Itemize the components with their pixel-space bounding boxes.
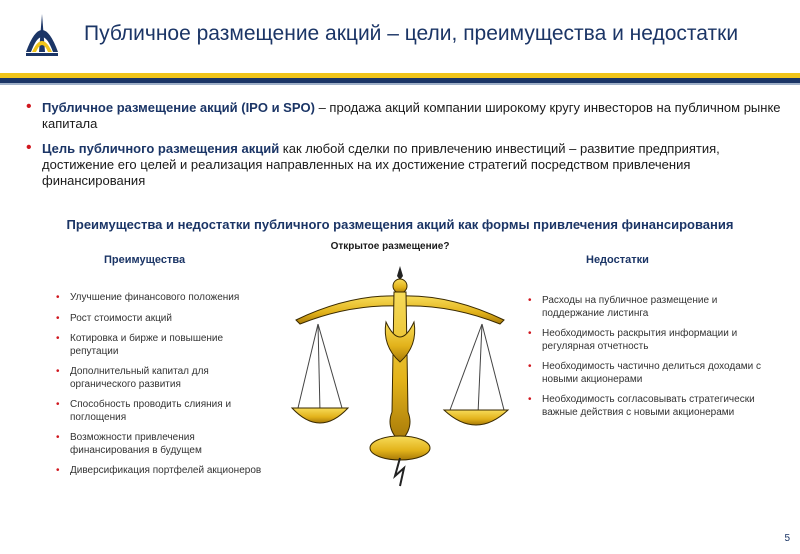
section-subtitle: Преимущества и недостатки публичного размещения акций как формы привлечения финансирования [66, 217, 734, 232]
advantage-item: • Возможности привлечения финансирования в будущем [56, 432, 266, 457]
header-divider-light [0, 83, 800, 85]
advantage-item: • Способность проводить слияния и поглощения [56, 399, 266, 424]
intro-bullet [26, 100, 786, 132]
disadvantage-item: • Необходимость раскрытия информации и регулярная отчетность [528, 328, 773, 353]
advantages-list [56, 292, 266, 486]
disadvantages-list [528, 295, 773, 427]
advantage-item: • Котировка и бирже и повышение репутации [56, 333, 266, 358]
advantage-item: • Дополнительный капитал для органического развития [56, 366, 266, 391]
scales-icon [290, 262, 510, 502]
company-logo [22, 12, 62, 58]
advantages-heading: Преимущества [104, 254, 186, 266]
page-title: Публичное размещение акций – цели, преимущества и недостатки [84, 22, 739, 45]
advantage-item: • Диверсификация портфелей акционеров [56, 465, 266, 478]
intro-definition: – продажа акций компании широкому кругу инвесторов на публичном рынке капитала [42, 100, 781, 131]
disadvantage-item: • Необходимость частично делиться доходами с новыми акционерами [528, 361, 773, 386]
disadvantage-item: • Расходы на публичное размещение и поддержание листинга [528, 295, 773, 320]
intro-term: Публичное размещение акций (IPO и SPO) [42, 100, 315, 115]
page-number: 5 [784, 533, 790, 544]
intro-term: Цель публичного размещения акций [42, 141, 280, 156]
intro-bullets [26, 100, 786, 198]
intro-definition: как любой сделки по привлечению инвестиций – развитие предприятия, достижение его целей и реализация направленных на их достижение стратегий посредством привлечения финансирования [42, 141, 720, 188]
disadvantage-item: • Необходимость согласовывать стратегически важные действия с новыми акционерами [528, 394, 773, 419]
scales-question: Открытое размещение? [330, 241, 450, 252]
disadvantages-heading: Недостатки [586, 254, 649, 266]
advantage-item: • Рост стоимости акций [56, 313, 266, 326]
intro-bullet [26, 141, 786, 189]
advantage-item: • Улучшение финансового положения [56, 292, 266, 305]
